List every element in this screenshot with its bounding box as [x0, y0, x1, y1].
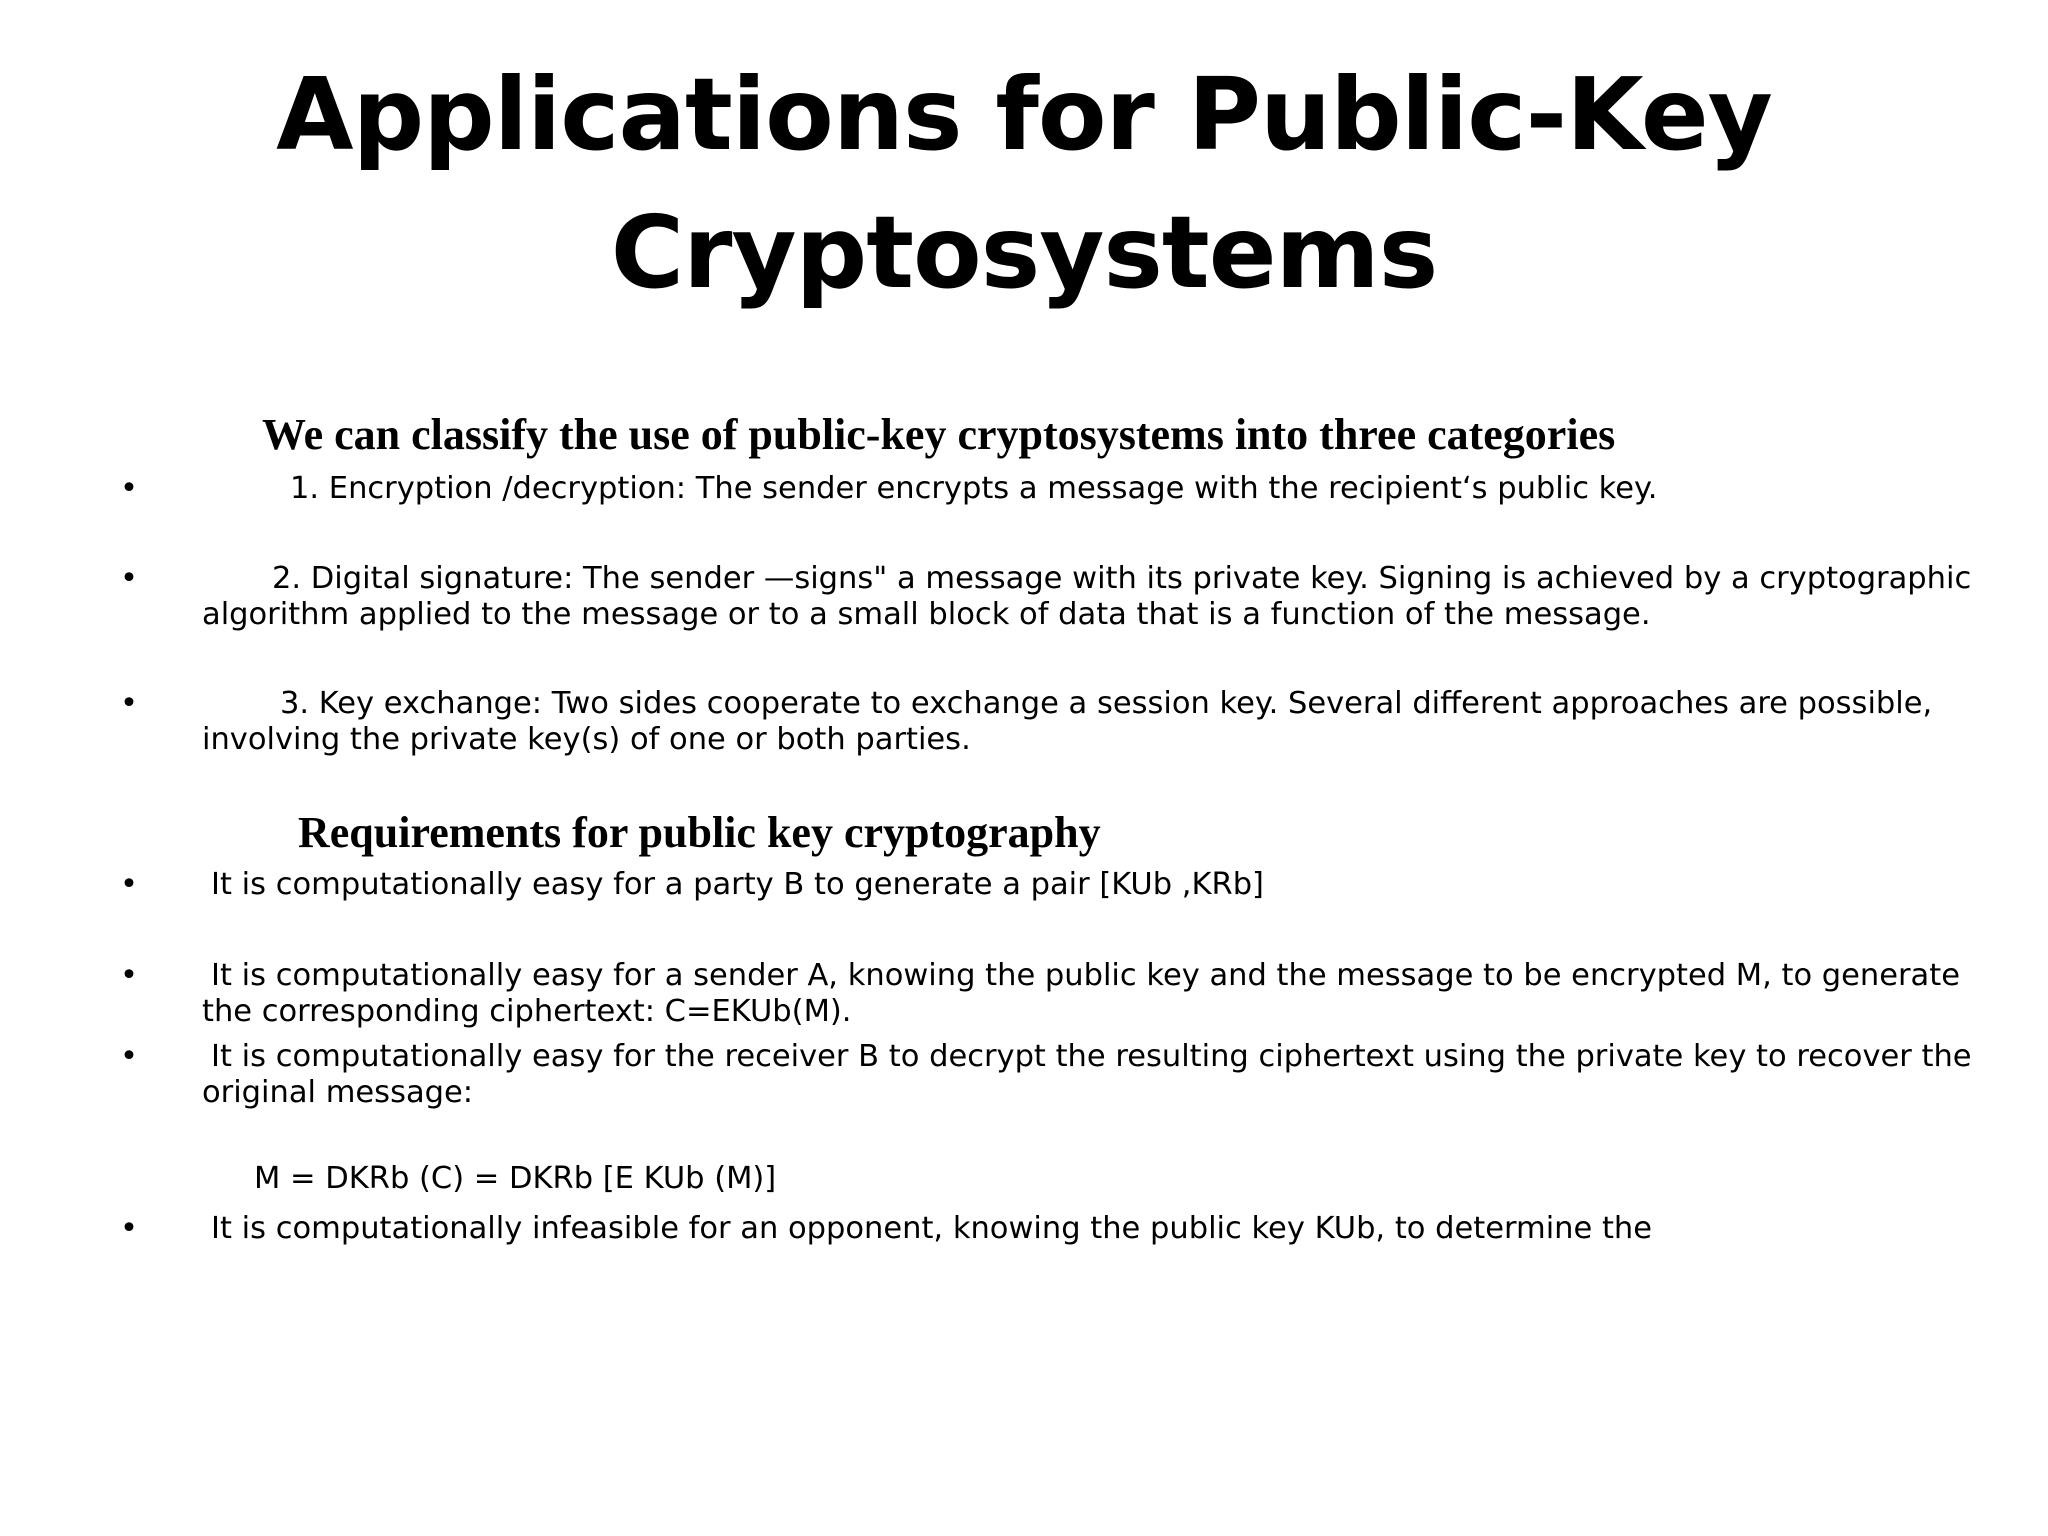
- list-item-line: 3. Key exchange: Two sides cooperate to exchange a session key. Several different approaches are possible,: [280, 686, 1933, 721]
- list-item-line: the corresponding ciphertext: C=EKUb(M).: [202, 994, 852, 1029]
- section-heading-categories: We can classify the use of public-key cryptosystems into three categories: [262, 410, 1616, 459]
- list-item-line: It is computationally easy for a sender A, knowing the public key and the message to be encrypted M, to generate: [211, 958, 1960, 993]
- bullet-icon: •: [120, 1039, 138, 1074]
- list-item-line: algorithm applied to the message or to a small block of data that is a function of the message.: [202, 597, 1651, 632]
- slide-title-line-1: Applications for Public-Key: [276, 56, 1772, 173]
- list-item-line: 2. Digital signature: The sender —signs" a message with its private key. Signing is achieved by a cryptographic: [272, 561, 1972, 596]
- bullet-icon: •: [120, 958, 138, 993]
- decryption-formula: M = DKRb (C) = DKRb [E KUb (M)]: [254, 1161, 777, 1196]
- list-item-line: It is computationally easy for the receiver B to decrypt the resulting ciphertext using the private key to recover the: [211, 1039, 1972, 1074]
- bullet-icon: •: [120, 867, 138, 902]
- list-item-line: 1. Encryption /decryption: The sender encrypts a message with the recipient‘s public key.: [290, 471, 1658, 506]
- bullet-icon: •: [120, 561, 138, 596]
- bullet-icon: •: [120, 1211, 138, 1246]
- section-heading-requirements: Requirements for public key cryptography: [298, 808, 1101, 857]
- slide-title: [0, 46, 2048, 322]
- list-item-line: involving the private key(s) of one or both parties.: [202, 722, 971, 757]
- list-item-line: It is computationally infeasible for an opponent, knowing the public key KUb, to determine the: [211, 1211, 1653, 1246]
- bullet-icon: •: [120, 471, 138, 506]
- list-item-line: original message:: [202, 1075, 474, 1110]
- list-item-line: It is computationally easy for a party B to generate a pair [KUb ,KRb]: [211, 867, 1264, 902]
- bullet-icon: •: [120, 686, 138, 721]
- slide-title-line-2: Cryptosystems: [610, 194, 1438, 311]
